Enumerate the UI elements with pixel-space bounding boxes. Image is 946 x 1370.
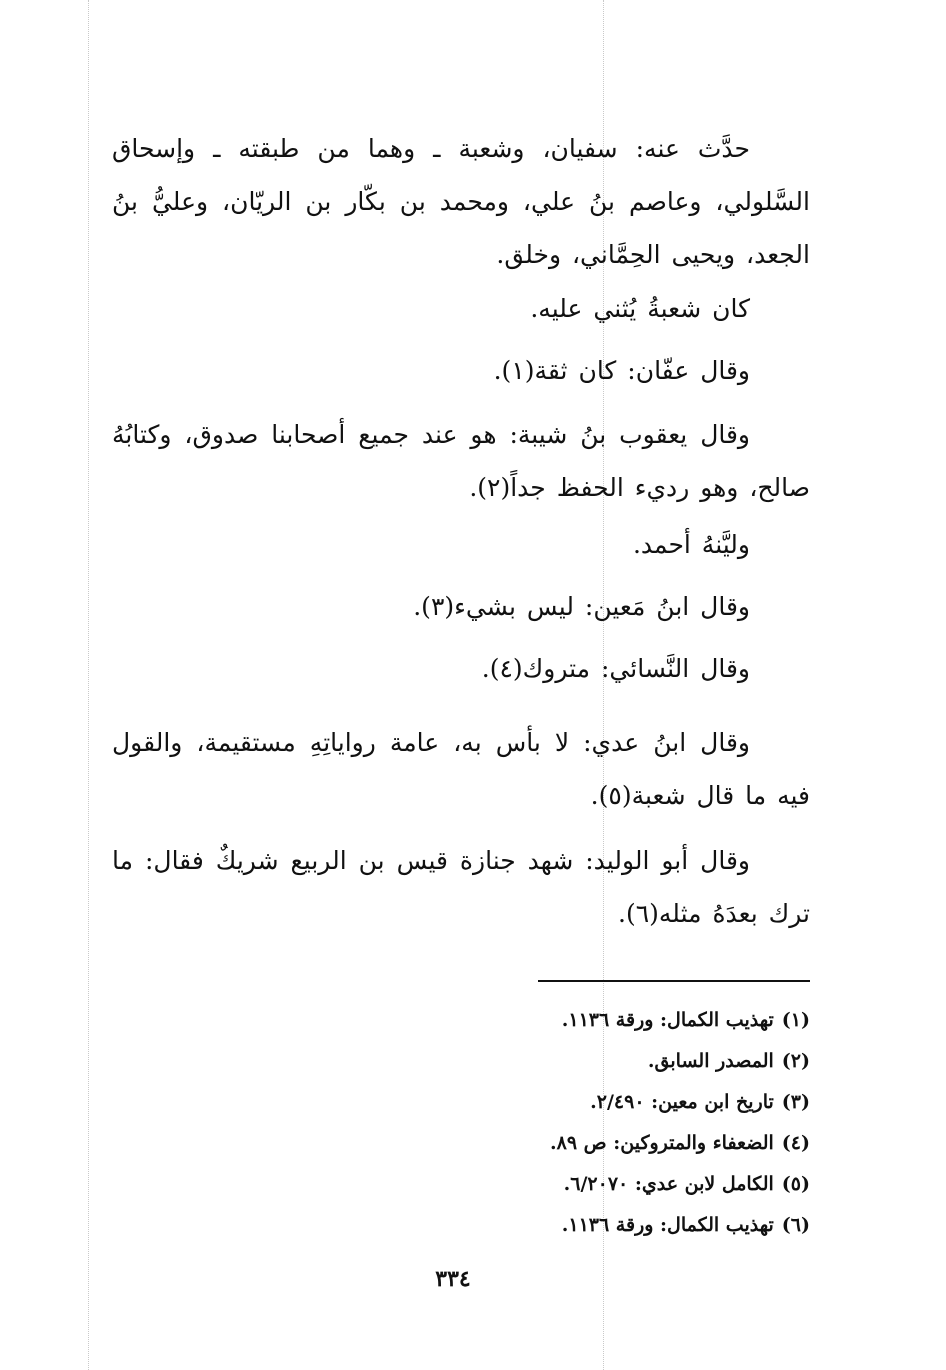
footnote-marker: (٦) [781,1214,810,1236]
body-paragraph [112,580,810,633]
footnote-item [430,1164,810,1205]
footnote-item [430,1123,810,1164]
footnote-marker: (٣) [781,1091,810,1113]
body-paragraph [112,834,810,940]
footnote-item [430,1000,810,1041]
body-paragraph [112,518,810,571]
body-paragraph [112,344,810,397]
footnote-text: الكامل لابن عدي: ٦/٢٠٧٠. [563,1173,774,1195]
yaqub-quote: وقال يعقوب بنُ شيبة: هو عند جميع أصحابنا صدوق، وكتابُهُ صالح، وهو رديء الحفظ جداً(٢). [112,420,810,502]
footnotes-list [430,1000,810,1246]
narrators-text: حدَّث عنه: سفيان، وشعبة ـ وهما من طبقته ـ وإسحاق السَّلولي، وعاصم بنُ علي، ومحمد بن بكّار بن الريّان، وعليُّ بنُ الجعد، ويحيى الحِمَّاني، وخلق. [112,134,810,269]
body-paragraph [112,282,810,335]
ibn-adi-quote: وقال ابنُ عدي: لا بأس به، عامة رواياتِهِ مستقيمة، والقول فيه ما قال شعبة(٥). [112,728,810,810]
body-paragraph [112,408,810,514]
affan-quote: وقال عفّان: كان ثقة(١). [493,356,750,385]
footnote-marker: (٢) [781,1050,810,1072]
footnote-item [430,1082,810,1123]
footnote-text: تهذيب الكمال: ورقة ١١٣٦. [561,1009,774,1031]
footnote-text: تاريخ ابن معين: ٢/٤٩٠. [590,1091,774,1113]
body-paragraph [112,642,810,695]
abu-walid-quote: وقال أبو الوليد: شهد جنازة قيس بن الربيع شريكٌ فقال: ما ترك بعدَهُ مثله(٦). [112,846,810,928]
page-number: ٣٣٤ [435,1266,471,1292]
ibn-main-quote: وقال ابنُ مَعين: ليس بشيء(٣). [413,592,750,621]
body-paragraph [112,122,810,281]
footnote-marker: (٤) [781,1132,810,1154]
nasai-quote: وقال النَّسائي: متروك(٤). [481,654,750,683]
body-paragraph [112,716,810,822]
ahmad-quote: وليَّنهُ أحمد. [632,530,750,559]
footnote-item [430,1205,810,1246]
footnote-separator [538,980,810,982]
shuba-praise-text: كان شعبةُ يُثني عليه. [530,294,750,323]
footnote-marker: (١) [781,1009,810,1031]
scan-margin-line-left [88,0,89,1370]
footnote-text: تهذيب الكمال: ورقة ١١٣٦. [561,1214,774,1236]
footnote-item [430,1041,810,1082]
footnote-marker: (٥) [781,1173,810,1195]
footnote-text: المصدر السابق. [647,1050,774,1072]
footnote-text: الضعفاء والمتروكين: ص ٨٩. [549,1132,774,1154]
